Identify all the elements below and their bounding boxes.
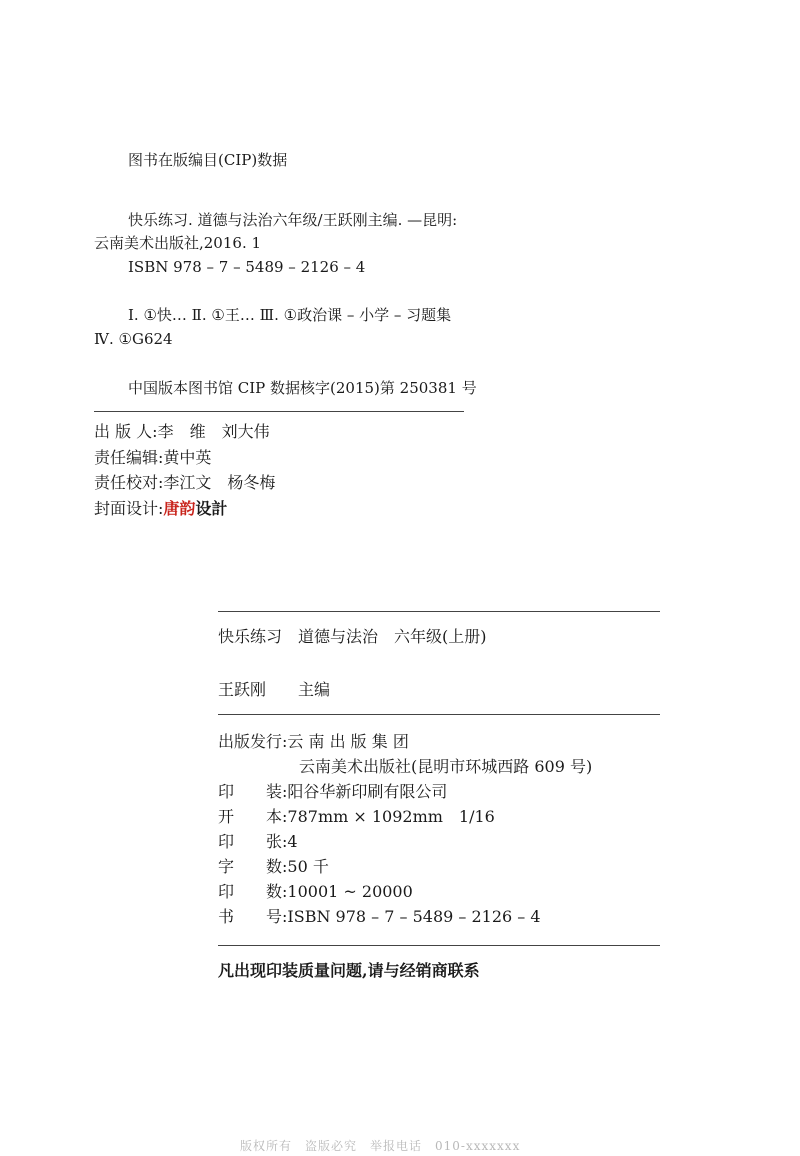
cover-design-suffix: 设計	[195, 499, 228, 518]
credit-editor-label: 责任编辑:	[94, 448, 164, 467]
distribution-row	[218, 732, 409, 752]
quality-notice: 凡出现印装质量问题,请与经销商联系	[218, 961, 480, 980]
credit-proofreader	[94, 473, 275, 493]
info-value: 阳谷华新印刷有限公司	[287, 782, 448, 801]
credit-publisher	[94, 422, 270, 442]
credit-cover-design	[94, 499, 227, 519]
credit-editor-value: 黄中英	[163, 448, 212, 467]
cip-isbn: ISBN 978 – 7 – 5489 – 2126 – 4	[128, 258, 366, 276]
info-label: 开 本:	[218, 807, 288, 826]
info-row-sheets	[218, 832, 298, 852]
info-value: ISBN 978 – 7 – 5489 – 2126 – 4	[287, 907, 541, 926]
info-value: 787mm × 1092mm 1/16	[287, 807, 495, 826]
cip-line-2: 云南美术出版社,2016. 1	[94, 234, 262, 252]
cip-divider	[94, 411, 464, 412]
distribution-label: 出版发行:	[218, 732, 288, 751]
info-row-printing	[218, 782, 447, 802]
book-mid-divider	[218, 714, 660, 715]
info-value: 50 千	[287, 857, 329, 876]
book-bottom-divider	[218, 945, 660, 946]
info-value: 10001 ~ 20000	[287, 882, 413, 901]
book-editor: 王跃刚 主编	[218, 680, 331, 699]
info-label: 字 数:	[218, 857, 288, 876]
cip-heading: 图书在版编目(CIP)数据	[128, 151, 288, 169]
distribution-value-2: 云南美术出版社(昆明市环城西路 609 号)	[299, 757, 593, 776]
credit-proofreader-value: 李江文 杨冬梅	[163, 473, 276, 492]
credit-editor	[94, 448, 211, 468]
info-row-isbn	[218, 907, 541, 927]
info-value: 4	[287, 832, 298, 851]
footer-faded-text: 版权所有 盗版必究 举报电话 010-xxxxxxx	[240, 1139, 521, 1153]
info-label: 印 数:	[218, 882, 288, 901]
cip-record-number: 中国版本图书馆 CIP 数据核字(2015)第 250381 号	[128, 379, 477, 397]
cip-classification-2: Ⅳ. ①G624	[94, 330, 173, 348]
book-title: 快乐练习 道德与法治 六年级(上册)	[218, 627, 487, 646]
credit-proofreader-label: 责任校对:	[94, 473, 164, 492]
distribution-value-1: 云 南 出 版 集 团	[287, 732, 409, 751]
info-label: 书 号:	[218, 907, 288, 926]
cover-design-logo: 唐韵	[163, 499, 196, 518]
credit-cover-label: 封面设计:	[94, 499, 164, 518]
cip-classification-1: Ⅰ. ①快… Ⅱ. ①王… Ⅲ. ①政治课 – 小学 – 习题集	[128, 306, 452, 324]
info-row-format	[218, 807, 495, 827]
info-row-print-run	[218, 882, 413, 902]
credit-publisher-label: 出 版 人:	[94, 422, 158, 441]
info-label: 印 装:	[218, 782, 288, 801]
book-top-divider	[218, 611, 660, 612]
info-row-wordcount	[218, 857, 329, 877]
info-label: 印 张:	[218, 832, 288, 851]
cip-line-1: 快乐练习. 道德与法治六年级/王跃刚主编. —昆明:	[128, 211, 458, 229]
credit-publisher-value: 李 维 刘大伟	[157, 422, 270, 441]
